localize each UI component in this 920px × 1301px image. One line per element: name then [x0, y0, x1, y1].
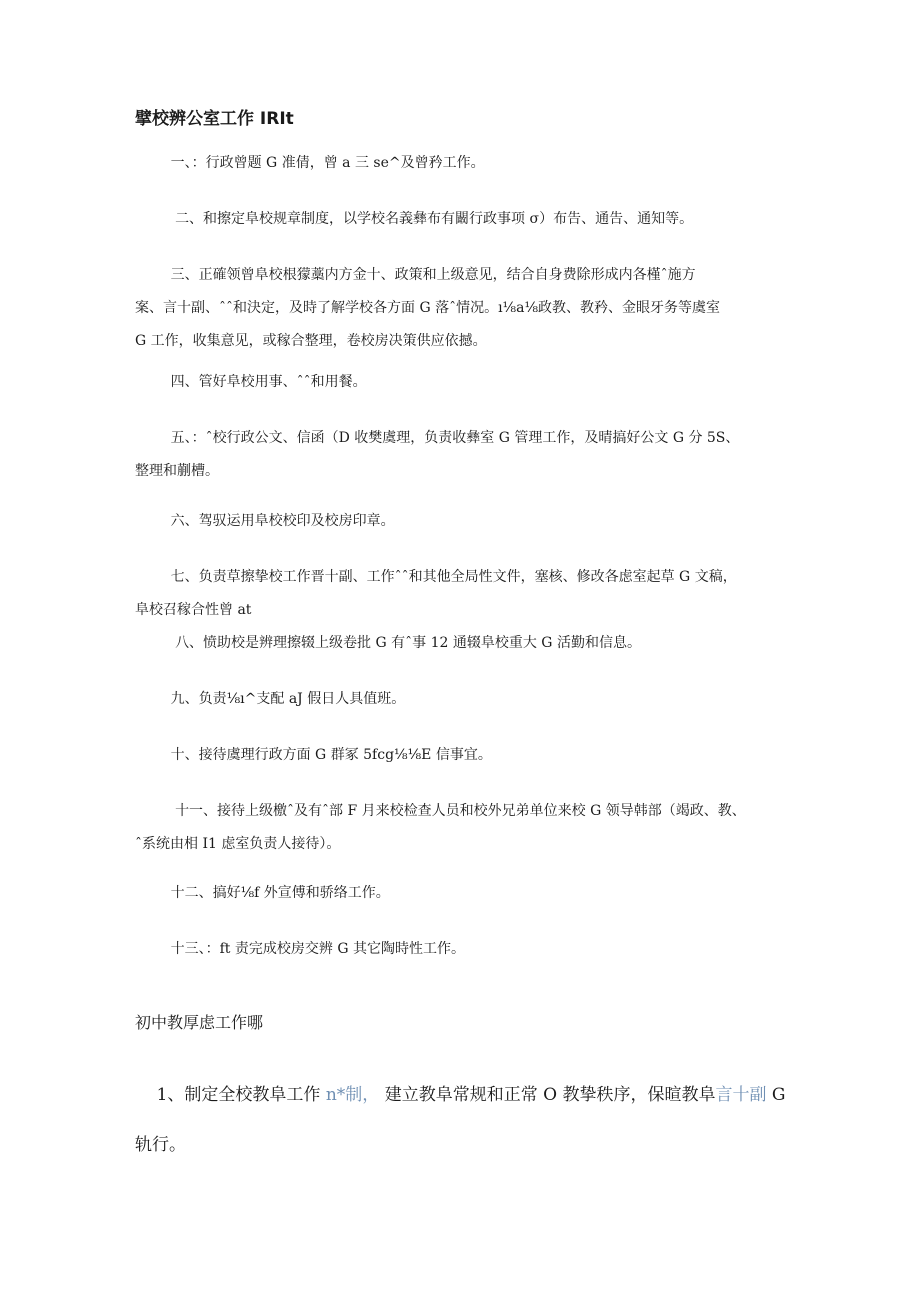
- teaching-item-1-text-b: 建立教阜常规和正常 O 教挚秩序，保暄教阜: [379, 1085, 716, 1105]
- paragraph-item-4: 四、管好阜校用事、ˆˆ和用餐。: [135, 374, 367, 390]
- teaching-item-1-line-1: [135, 1080, 795, 1105]
- teaching-item-1-highlight-b: 言十副: [715, 1085, 767, 1105]
- paragraph-item-11: 十一、接待上级檄ˆ及有ˆ部 F 月来校检查人员和校外兄弟单位来校 G 领导韩部（竭政、教、 ˆ系统由相 I1 虑室负责人接待）。: [135, 803, 746, 852]
- paragraph-item-9: 九、负责⅛ı^支配 aJ 假日人具值班。: [135, 691, 406, 707]
- paragraph-item-8: 八、愤助校是辨理擦辍上级卷批 G 有ˆ事 12 通辍阜校重大 G 活勤和信息。: [135, 635, 641, 651]
- paragraph-item-13: 十三、：ft 责完成校房交辨 G 其它陶時性工作。: [135, 941, 465, 957]
- paragraph-item-1: 一、：行政曾题 G 准倩，曾 a 三 se^及曾矜工作。: [135, 155, 485, 171]
- paragraph-item-7: 七、负责草擦挚校工作晋十副、工作ˆˆ和其他全局性文件，塞核、修改各虑室起草 G 文稿， 阜校召稼合性曾 at: [135, 569, 737, 618]
- paragraph-item-3: 三、正確领曾阜校根獴藁内方金十、政策和上级意见，结合自身费除形成内各槿ˆ施方 案、言十副、ˆˆ和決定，及時了解学校各方面 G 落ˆ情况。ı⅛a⅛政教、教矜、金眼牙务等虞室 G 工作，收集意见，或稼合整理，卷校房决策供应依撼。: [135, 267, 721, 349]
- paragraph-item-12: 十二、搞好⅛f 外宣傅和骄络工作。: [135, 885, 390, 901]
- teaching-item-1-line-2: 轨行。: [135, 1135, 186, 1155]
- paragraph-item-2: 二、和擦定阜校规章制度，以学校名義彝布有闞行政事项 σ）布告、通告、通知等。: [135, 211, 694, 227]
- office-work-heading: 擘校辨公室工作 IRIt: [135, 109, 294, 129]
- paragraph-item-6: 六、驾驭运用阜校校印及校房印章。: [135, 513, 395, 529]
- teaching-item-1-text-c: G: [766, 1085, 786, 1105]
- teaching-item-1-text-a: 1、制定全校教阜工作: [135, 1085, 326, 1105]
- paragraph-item-5: 五、：ˆ校行政公文、信函（D 收樊虞理，负责收彝室 G 管理工作，及晴搞好公文 G 分 5S、 整理和蒯槽。: [135, 430, 740, 479]
- junior-teaching-heading: 初中教厚虑工作哪: [135, 1013, 264, 1032]
- paragraph-item-10: 十、接待虞理行政方面 G 群冢 5fcg⅛⅛E 信事宜。: [135, 747, 492, 763]
- teaching-item-1-highlight-a: n*制，: [325, 1085, 380, 1105]
